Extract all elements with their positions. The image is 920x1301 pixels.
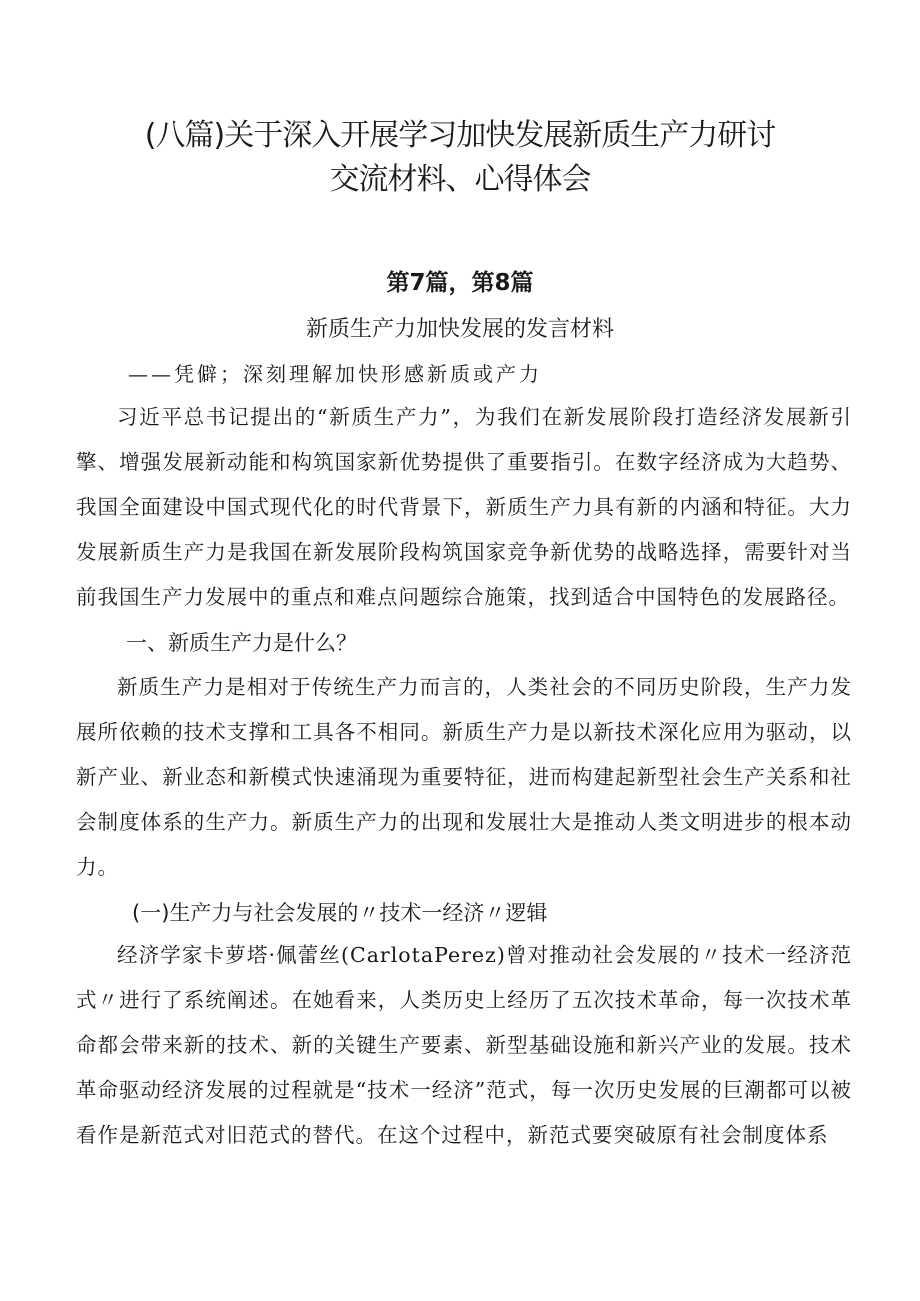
body-paragraph-2: 新质生产力是相对于传统生产力而言的，人类社会的不同历史阶段，生产力发展所依赖的技术支撑和工具各不相同。新质生产力是以新技术深化应用为驱动，以新产业、新业态和新模式快速涌现为重要特征，进而构建起新型社会生产关系和社会制度体系的生产力。新质生产力的出现和发展壮大是推动人类文明进步的根本动力。	[76, 675, 852, 879]
document-title-line-1: (八篇)关于深入开展学习加快发展新质生产力研讨	[144, 118, 776, 153]
chapter-label: 第7篇，第8篇	[386, 270, 534, 296]
section-subtitle: 新质生产力加快发展的发言材料	[305, 317, 614, 342]
section-heading-2: (一)生产力与社会发展的〃技术一经济〃逻辑	[132, 901, 548, 925]
byline: ——凭僻；深刻理解加快形感新质或产力	[128, 362, 542, 386]
section-heading-1: 一、新质生产力是什么？	[126, 631, 357, 655]
body-paragraph-1: 习近平总书记提出的“新质生产力”，为我们在新发展阶段打造经济发展新引擎、增强发展新动能和构筑国家新优势提供了重要指引。在数字经济成为大趋势、我国全面建设中国式现代化的时代背景下，新质生产力具有新的内涵和特征。大力发展新质生产力是我国在新发展阶段构筑国家竞争新优势的战略选择，需要针对当前我国生产力发展中的重点和难点问题综合施策，找到适合中国特色的发展路径。	[76, 405, 852, 609]
document-title-line-2: 交流材料、心得体会	[329, 162, 591, 197]
body-paragraph-3: 经济学家卡萝塔·佩蕾丝(CarlotaPerez)曾对推动社会发展的〃技术一经济范式〃进行了系统阐述。在她看来，人类历史上经历了五次技术革命，每一次技术革命都会带来新的技术、新的关键生产要素、新型基础设施和新兴产业的发展。技术革命驱动经济发展的过程就是“技术一经济”范式，每一次历史发展的巨潮都可以被看作是新范式对旧范式的替代。在这个过程中，新范式要突破原有社会制度体系	[76, 943, 852, 1147]
